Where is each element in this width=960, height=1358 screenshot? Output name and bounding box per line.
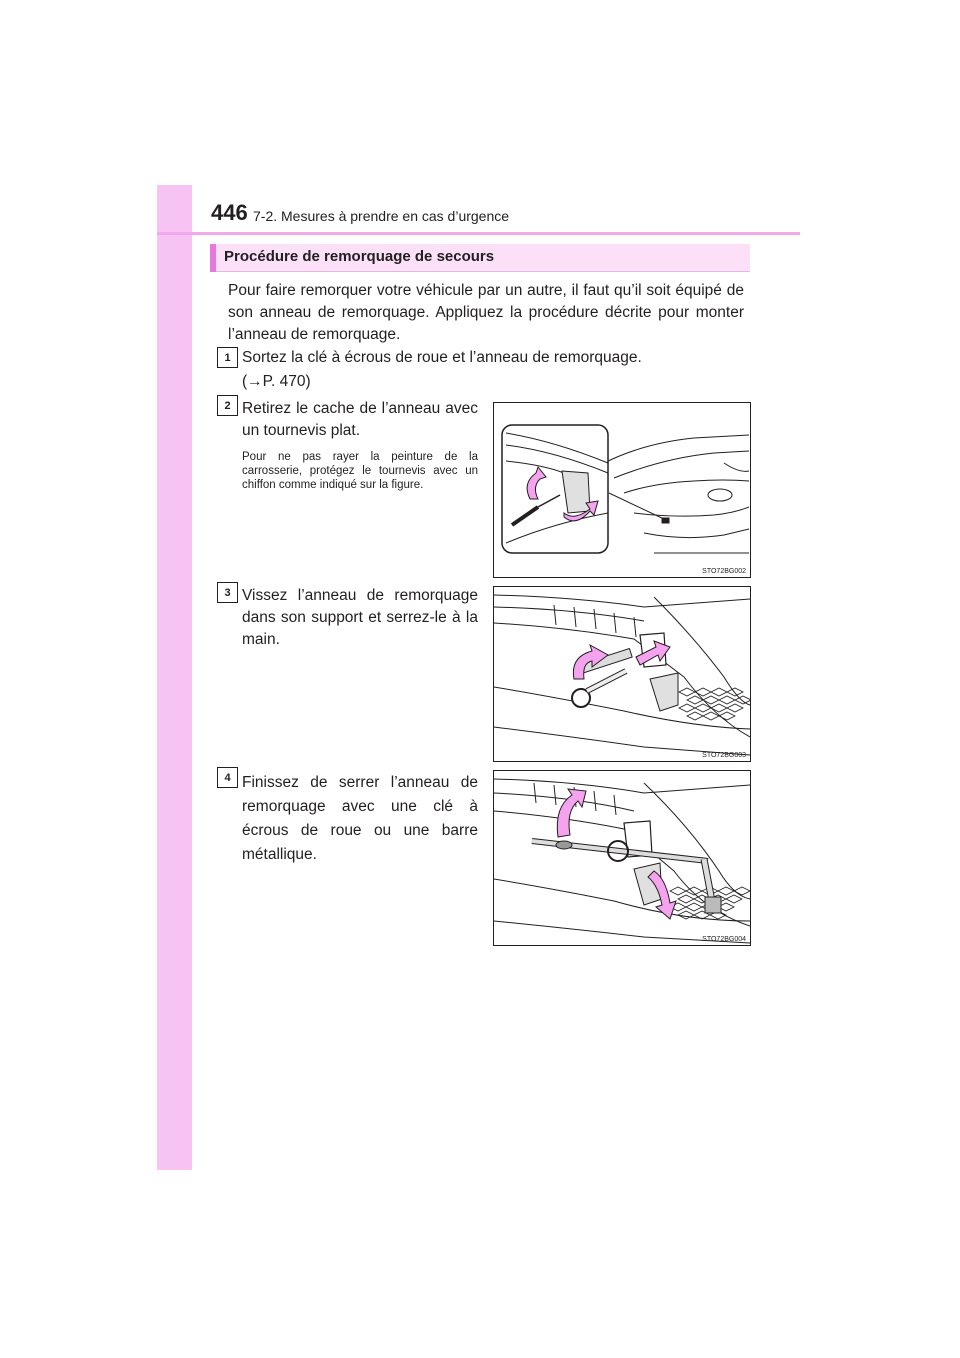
step-1-text: Sortez la clé à écrous de roue et l’anneau de remorquage. xyxy=(242,349,642,366)
step-2-note: Pour ne pas rayer la peinture de la carrosserie, protégez le tournevis avec un chiffon comme indiqué sur la figure. xyxy=(242,451,478,491)
step-3-number: 3 xyxy=(217,582,238,603)
figure-tighten-eyelet xyxy=(493,770,751,946)
figure-screw-eyelet xyxy=(493,586,751,762)
step-2-text: Retirez le cache de l’anneau avec un tournevis plat. xyxy=(242,400,478,439)
step-4-number: 4 xyxy=(217,767,238,788)
section-accent-bar xyxy=(210,244,216,272)
remove-cover-illustration xyxy=(494,403,750,577)
intro-paragraph: Pour faire remorquer votre véhicule par un autre, il faut qu’il soit équipé de son anneau de remorquage. Appliquez la procédure décrite pour monter l’anneau de remorquage. xyxy=(228,282,744,343)
section-heading xyxy=(210,244,750,272)
section-title: Procédure de remorquage de secours xyxy=(224,248,495,265)
figure-remove-cover xyxy=(493,402,751,578)
step-2-number: 2 xyxy=(217,395,238,416)
tighten-eyelet-illustration xyxy=(494,771,750,945)
step-3-text: Vissez l’anneau de remorquage dans son support et serrez-le à la main. xyxy=(242,587,478,648)
screw-eyelet-illustration xyxy=(494,587,750,761)
chapter-side-strip xyxy=(157,185,192,1170)
figure-code: STO72BG003 xyxy=(702,752,746,759)
step-1-page-reference: (→P. 470) xyxy=(242,373,311,390)
page-number: 446 xyxy=(211,200,248,225)
step-4-text: Finissez de serrer l’anneau de remorquage avec une clé à écrous de roue ou une barre métallique. xyxy=(242,774,478,863)
figure-code: STO72BG002 xyxy=(702,568,746,575)
chapter-title: 7-2. Mesures à prendre en cas d’urgence xyxy=(253,208,510,224)
header-divider xyxy=(157,232,800,235)
step-1-number: 1 xyxy=(217,347,238,368)
figure-code: STO72BG004 xyxy=(702,936,746,943)
